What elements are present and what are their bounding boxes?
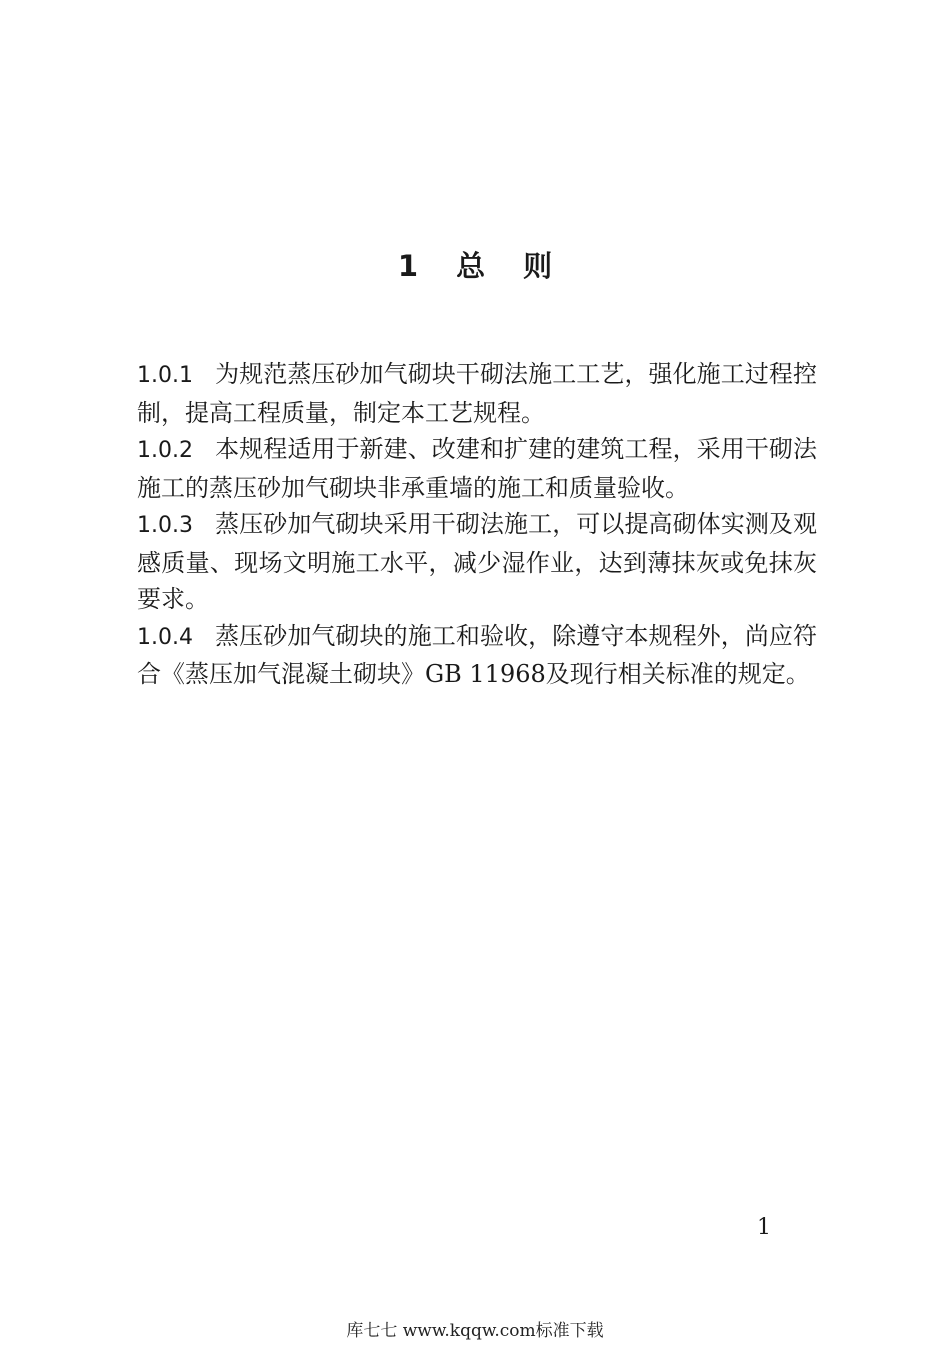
clause-text: 蒸压砂加气砌块采用干砌法施工，可以提高砌体实测及观感质量、现场文明施工水平，减少湿作业，达到薄抹灰或免抹灰要求。 bbox=[137, 510, 817, 613]
clause-text: 本规程适用于新建、改建和扩建的建筑工程，采用干砌法施工的蒸压砂加气砌块非承重墙的施工和质量验收。 bbox=[137, 435, 817, 502]
clause-number: 1.0.2 bbox=[137, 438, 193, 463]
clause-number: 1.0.4 bbox=[137, 624, 193, 650]
chapter-title: 1 总 则 bbox=[397, 249, 567, 283]
clause-1-0-3 bbox=[137, 506, 817, 618]
clause-1-0-4 bbox=[137, 618, 817, 693]
clause-number: 1.0.3 bbox=[137, 513, 193, 538]
clause-1-0-2 bbox=[137, 431, 817, 506]
clause-text: 为规范蒸压砂加气砌块干砌法施工工艺，强化施工过程控制，提高工程质量，制定本工艺规程。 bbox=[137, 360, 817, 427]
page-number: 1 bbox=[757, 1215, 771, 1240]
footer-watermark: 库七七 www.kqqw.com标准下载 bbox=[346, 1321, 604, 1341]
clause-number: 1.0.1 bbox=[137, 363, 193, 388]
clause-list bbox=[137, 356, 817, 693]
clause-1-0-1 bbox=[137, 356, 817, 431]
clause-text: 蒸压砂加气砌块的施工和验收，除遵守本规程外，尚应符合《蒸压加气混凝土砌块》GB 11968及现行相关标准的规定。 bbox=[137, 621, 817, 688]
